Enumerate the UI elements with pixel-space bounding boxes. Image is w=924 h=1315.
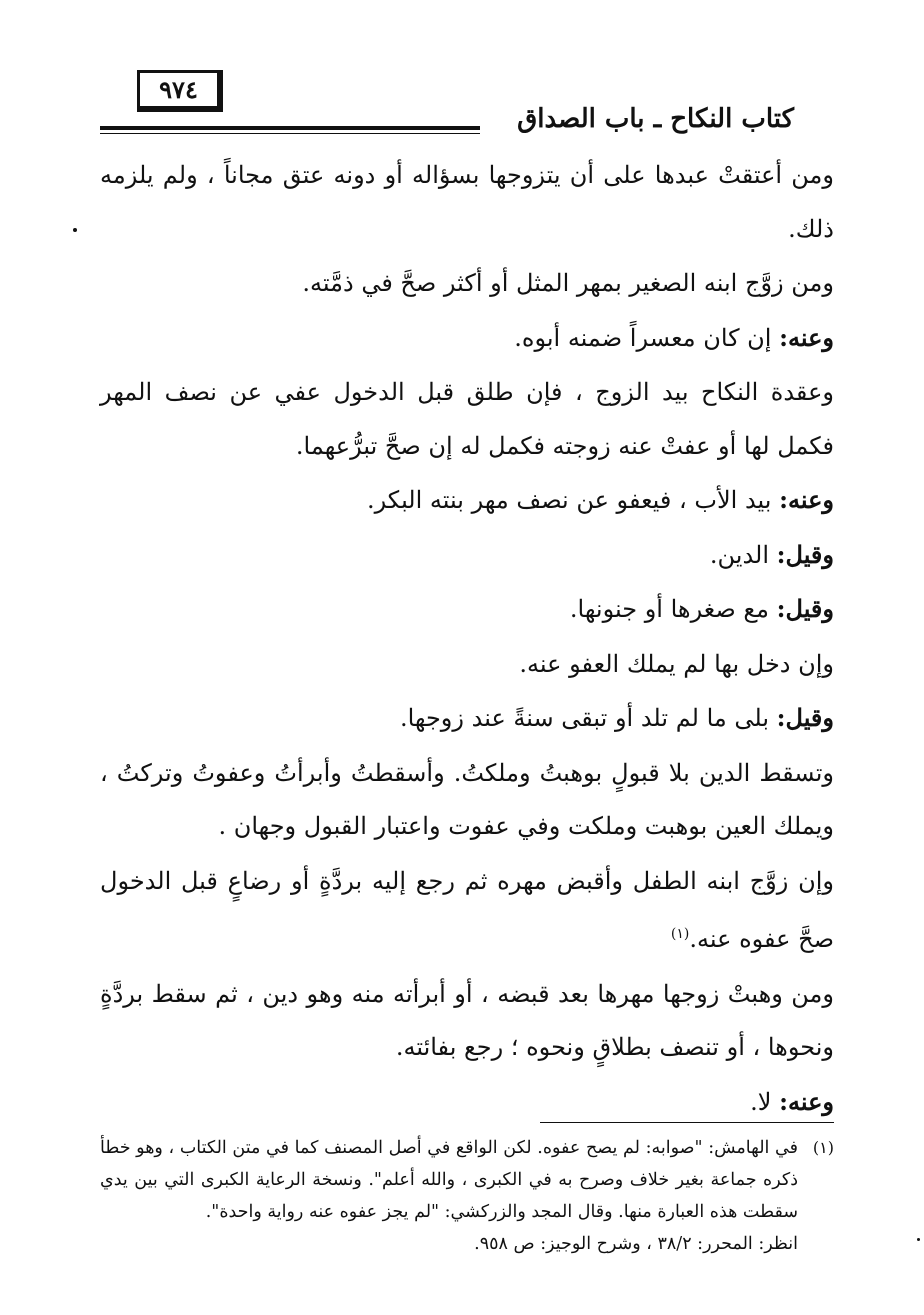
paragraph: ومن وهبتْ زوجها مهرها بعد قبضه ، أو أبرأته منه وهو دين ، ثم سقط بردَّةٍ ونحوها ، أو تنصف بطلاقٍ ونحوه ؛ رجع بفائته.	[100, 979, 835, 1061]
main-text	[100, 148, 834, 1129]
paragraph: وعنه: بيد الأب ، فيعفو عن نصف مهر بنته البكر.	[366, 485, 834, 514]
scan-speck	[917, 1238, 920, 1241]
paragraph: وعنه: إن كان معسراً ضمنه أبوه.	[514, 322, 834, 352]
paragraph: ومن أعتقتْ عبدها على أن يتزوجها بسؤاله أو دونه عتق مجاناً ، ولم يلزمه ذلك.	[100, 161, 834, 243]
keyword: وعنه:	[779, 322, 834, 352]
paragraph: وقيل: الدين.	[709, 539, 834, 569]
paragraph: وإن زوَّج ابنه الطفل وأقبض مهره ثم رجع إليه بردَّةٍ أو رضاعٍ قبل الدخول صحَّ عفوه عنه.$^{(١)}$	[100, 866, 834, 953]
keyword: وقيل:	[776, 539, 834, 569]
footnote-text: في الهامش: "صوابه: لم يصح عفوه. لكن الواقع في أصل المصنف كما في متن الكتاب ، وهو خطأ ذكره جماعة بغير خلاف وصرح به في الكبرى ، والله أعلم". ونسخة الرعاية الكبرى التي بين يدي سقطت هذه العبارة منها. وقال المجد والزركشي: "لم يجز عفوه عنه رواية واحدة".	[100, 1138, 798, 1222]
scan-speck	[73, 228, 77, 232]
footnote-separator	[540, 1122, 834, 1123]
page-number-text: ٩٧٤	[159, 75, 198, 104]
paragraph: وتسقط الدين بلا قبولٍ بوهبتُ وملكتُ. وأسقطتُ وأبرأتُ وعفوتُ وتركتُ ، ويملك العين بوهبت وملكت وفي عفوت واعتبار القبول وجهان .	[100, 758, 834, 840]
footnote-reference[interactable]: (١)	[670, 926, 690, 942]
footnote-reference-line: انظر: المحرر: ٣٨/٢ ، وشرح الوجيز: ص ٩٥٨.	[474, 1234, 798, 1254]
paragraph: وقيل: بلى ما لم تلد أو تبقى سنةً عند زوجها.	[399, 703, 834, 732]
keyword: وعنه:	[779, 1086, 834, 1116]
paragraph: ومن زوَّج ابنه الصغير بمهر المثل أو أكثر صحَّ في ذمَّته.	[302, 269, 834, 297]
page-number	[137, 70, 223, 112]
keyword: وقيل:	[776, 703, 834, 732]
paragraph: وعنه: لا.	[750, 1086, 834, 1116]
paragraph: وإن دخل بها لم يملك العفو عنه.	[519, 649, 834, 678]
paragraph: وعقدة النكاح بيد الزوج ، فإن طلق قبل الدخول عفي عن نصف المهر فكمل لها أو عفتْ عنه زوجته فكمل له إن صحَّ تبرُّعهما.	[100, 378, 834, 460]
footnote-number: (١)	[812, 1138, 834, 1157]
paragraph: وقيل: مع صغرها أو جنونها.	[569, 594, 834, 623]
running-title: كتاب النكاح ـ باب الصداق	[480, 104, 834, 134]
footnote	[100, 1132, 834, 1260]
keyword: وعنه:	[779, 485, 834, 514]
keyword: وقيل:	[776, 594, 834, 623]
